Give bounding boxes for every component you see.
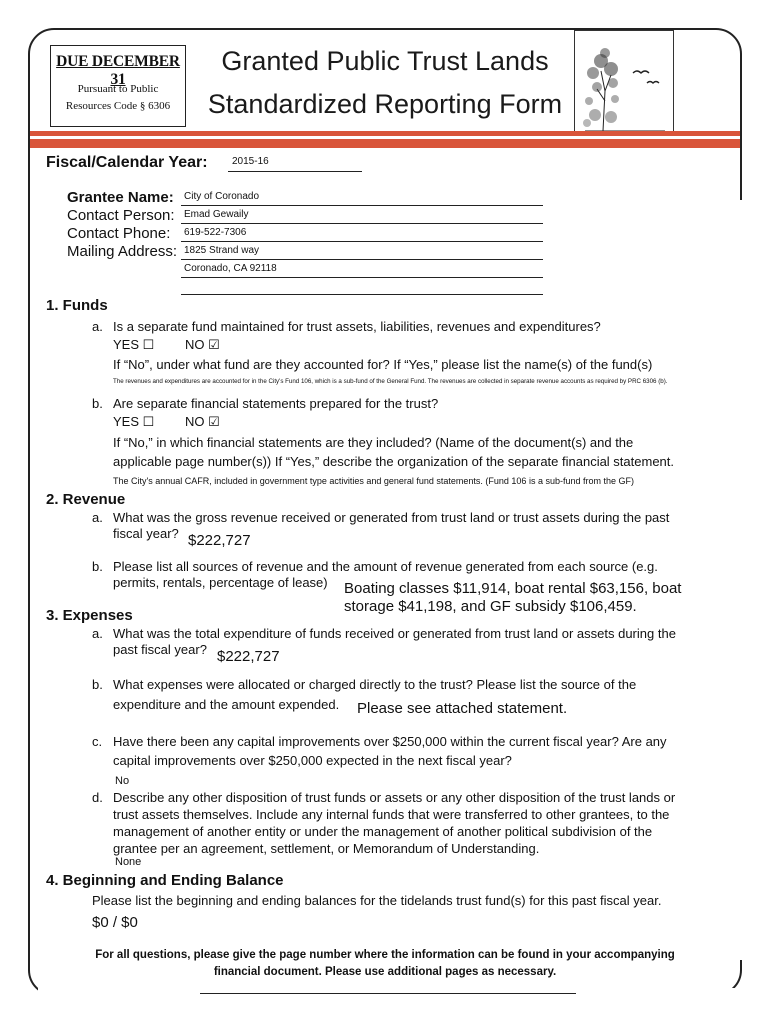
funds-b-letter: b. [92, 396, 103, 411]
due-date-subtitle-2: Resources Code § 6306 [65, 100, 171, 112]
grantee-name-label: Grantee Name: [67, 189, 174, 206]
grantee-name-value[interactable]: City of Coronado [184, 191, 260, 202]
mailing-address-underline-3 [181, 294, 543, 295]
due-date-box [50, 45, 186, 127]
expenses-d-question-4: grantee per an agreement, settlement, or Memorandum of Understanding. [113, 841, 540, 856]
expenses-b-letter: b. [92, 677, 103, 692]
fiscal-year-underline [228, 171, 362, 172]
expenses-d-question-2: trust assets themselves. Include any internal funds that were transferred to other grantees, to the [113, 807, 670, 822]
revenue-a-answer[interactable]: $222,727 [188, 532, 251, 549]
funds-b-answer[interactable]: The City's annual CAFR, included in government type activities and general fund statements. (Fund 106 is a sub-fund from the GF) [113, 476, 634, 486]
expenses-d-question-3: management of another entity or under the management of another political subdivision of the [113, 824, 653, 839]
frame-gap-right [716, 200, 746, 960]
mailing-address-underline-2 [181, 277, 543, 278]
funds-a-no-checkbox[interactable]: NO ☑ [185, 337, 220, 352]
expenses-c-question-2: capital improvements over $250,000 expected in the next fiscal year? [113, 753, 512, 768]
mailing-address-line-2[interactable]: Coronado, CA 92118 [184, 263, 277, 274]
mailing-address-label: Mailing Address: [67, 243, 178, 260]
frame-gap [38, 988, 738, 1000]
balance-answer[interactable]: $0 / $0 [92, 914, 138, 931]
funds-a-answer[interactable]: The revenues and expenditures are accounted for in the City's Fund 106, which is a sub-fund of the General Fund. The revenues are collected in separate revenue accounts as required by PRC 6306 (b). [113, 378, 668, 385]
funds-b-followup-2: applicable page number(s)) If “Yes,” describe the organization of the separate financial statement. [113, 454, 675, 469]
header-accent-bar-thick [30, 139, 740, 148]
expenses-d-answer[interactable]: None [115, 856, 142, 868]
expenses-b-answer[interactable]: Please see attached statement. [357, 700, 568, 717]
funds-a-letter: a. [92, 319, 103, 334]
state-lands-logo [574, 30, 674, 134]
expenses-d-question-1: Describe any other disposition of trust funds or assets or any other disposition of the trust lands or [113, 790, 676, 805]
expenses-a-answer[interactable]: $222,727 [217, 648, 280, 665]
revenue-b-answer-2[interactable]: storage $41,198, and GF subsidy $106,459. [344, 598, 637, 615]
contact-person-underline [181, 223, 543, 224]
contact-person-value[interactable]: Emad Gewaily [184, 209, 249, 220]
revenue-a-letter: a. [92, 510, 103, 525]
expenses-a-question-1: What was the total expenditure of funds received or generated from trust land or assets during the [113, 626, 676, 641]
revenue-heading: 2. Revenue [46, 491, 126, 508]
fiscal-year-value[interactable]: 2015-16 [232, 156, 269, 167]
revenue-a-question-1: What was the gross revenue received or generated from trust land or trust assets during the past [113, 510, 670, 525]
revenue-a-question-2: fiscal year? [113, 526, 179, 541]
header-accent-bar [30, 131, 740, 136]
contact-person-label: Contact Person: [67, 207, 175, 224]
expenses-b-question-2: expenditure and the amount expended. [113, 697, 340, 712]
due-date-title: DUE DECEMBER 31 [56, 53, 180, 88]
funds-b-question: Are separate financial statements prepared for the trust? [113, 396, 439, 411]
footer-underline [200, 993, 576, 994]
expenses-c-answer[interactable]: No [115, 775, 130, 787]
revenue-b-question-2: permits, rentals, percentage of lease) [113, 575, 328, 590]
expenses-c-letter: c. [92, 734, 103, 749]
revenue-b-question-1: Please list all sources of revenue and the amount of revenue generated from each source (e.g. [113, 559, 658, 574]
contact-phone-underline [181, 241, 543, 242]
contact-phone-label: Contact Phone: [67, 225, 171, 242]
expenses-d-letter: d. [92, 790, 103, 805]
expenses-heading: 3. Expenses [46, 607, 133, 624]
expenses-c-question-1: Have there been any capital improvements over $250,000 within the current fiscal year? Are any [113, 734, 667, 749]
expenses-a-letter: a. [92, 626, 103, 641]
funds-b-yes-checkbox[interactable]: YES ☐ [113, 414, 155, 429]
footer-note-line-1: For all questions, please give the page number where the information can be found in your accompanying [95, 949, 675, 961]
mailing-address-line-1[interactable]: 1825 Strand way [184, 245, 260, 256]
expenses-b-question-1: What expenses were allocated or charged directly to the trust? Please list the source of the [113, 677, 637, 692]
funds-heading: 1. Funds [46, 297, 108, 314]
funds-b-followup-1: If “No,” in which financial statements are they included? (Name of the document(s) and the [113, 435, 634, 450]
funds-a-yes-checkbox[interactable]: YES ☐ [113, 337, 155, 352]
form-title-line-2: Standardized Reporting Form [207, 89, 563, 119]
footer-note-line-2: financial document. Please use additional pages as necessary. [213, 966, 557, 978]
funds-b-no-checkbox[interactable]: NO ☑ [185, 414, 220, 429]
fiscal-year-label: Fiscal/Calendar Year: [46, 154, 208, 171]
contact-phone-value[interactable]: 619-522-7306 [184, 227, 247, 238]
revenue-b-answer-1[interactable]: Boating classes $11,914, boat rental $63,156, boat [344, 580, 682, 597]
funds-a-followup: If “No”, under what fund are they accounted for? If “Yes,” please list the name(s) of the fund(s) [113, 357, 653, 372]
balance-heading: 4. Beginning and Ending Balance [46, 872, 284, 889]
balance-question: Please list the beginning and ending balances for the tidelands trust fund(s) for this past fiscal year. [92, 893, 662, 908]
mailing-address-underline-1 [181, 259, 543, 260]
due-date-subtitle-1: Pursuant to Public [77, 83, 159, 95]
funds-a-question: Is a separate fund maintained for trust assets, liabilities, revenues and expenditures? [113, 319, 601, 334]
form-title-line-1: Granted Public Trust Lands [221, 46, 549, 76]
grantee-name-underline [181, 205, 543, 206]
expenses-a-question-2: past fiscal year? [113, 642, 207, 657]
revenue-b-letter: b. [92, 559, 103, 574]
